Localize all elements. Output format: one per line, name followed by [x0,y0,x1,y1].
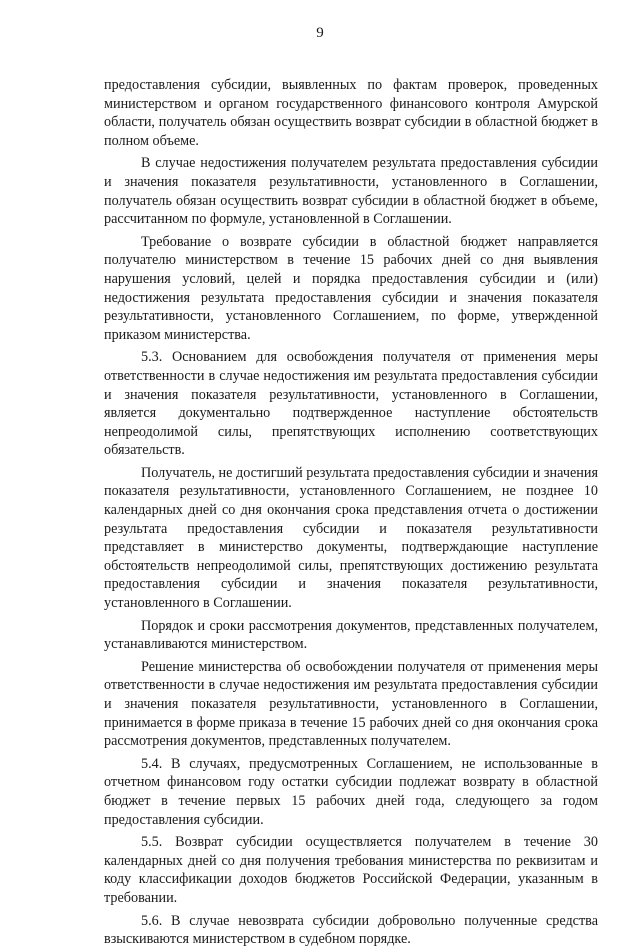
paragraph-5-6: 5.6. В случае невозврата субсидии добровольно полученные средства взыскиваются министерством в судебном порядке. [104,912,598,948]
paragraph-5-4: 5.4. В случаях, предусмотренных Соглашением, не использованные в отчетном финансовом году остатки субсидии подлежат возврату в областной бюджет в течение первых 15 рабочих дней года, следующего за годом предоставления субсидии. [104,755,598,828]
paragraph-5-5: 5.5. Возврат субсидии осуществляется получателем в течение 30 календарных дней со дня получения требования министерства по реквизитам и коду классификации доходов бюджетов Российской Федерации, указанным в требовании. [104,834,598,906]
paragraph-ministry-decision: Решение министерства об освобождении получателя от применения меры ответственности в случае недостижения им результата предоставления субсидии и значения показателя результативности, установленного в Соглашении, принимается в форме приказа в течение 15 рабочих дней со дня окончания срока рассмотрения документов, представленных получателем. [104,658,598,750]
document-body [104,76,598,949]
paragraph-recipient-documents: Получатель, не достигший результата предоставления субсидии и значения показателя результативности, установленного Соглашением, не позднее 10 календарных дней со дня окончания срока представления отчета о достижении результата предоставления субсидии и показателя результативности представляет в министерство документы, подтверждающие наступление обстоятельств непреодолимой силы, препятствующих достижению результата предоставления субсидии и значения показателя результативности, установленного в Соглашении. [104,464,598,612]
paragraph-refund-demand: Требование о возврате субсидии в областной бюджет направляется получателю министерством в течение 15 рабочих дней со дня выявления нарушения условий, целей и порядка предоставления субсидии и (или) недостижения результата предоставления субсидии и значения показателя результативности, установленного Соглашением, по форме, утвержденной приказом министерства. [104,233,598,343]
page-number: 9 [316,25,324,41]
paragraph-5-3: 5.3. Основанием для освобождения получателя от применения меры ответственности в случае недостижения им результата предоставления субсидии и значения показателя результативности, установленного в Соглашении, является документально подтвержденное наступление обстоятельств непреодолимой силы, препятствующих исполнению соответствующих обязательств. [104,349,598,459]
paragraph-refund-shortfall: В случае недостижения получателем результата предоставления субсидии и значения показателя результативности, установленного в Соглашении, получатель обязан осуществить возврат субсидии в областной бюджет в объеме, рассчитанном по формуле, установленной в Соглашении. [104,155,598,228]
paragraph-continuation: предоставления субсидии, выявленных по фактам проверок, проведенных министерством и органом государственного финансового контроля Амурской области, получатель обязан осуществить возврат субсидии в областной бюджет в полном объеме. [104,77,598,149]
paragraph-review-procedure: Порядок и сроки рассмотрения документов, представленных получателем, устанавливаются министерством. [104,617,598,653]
